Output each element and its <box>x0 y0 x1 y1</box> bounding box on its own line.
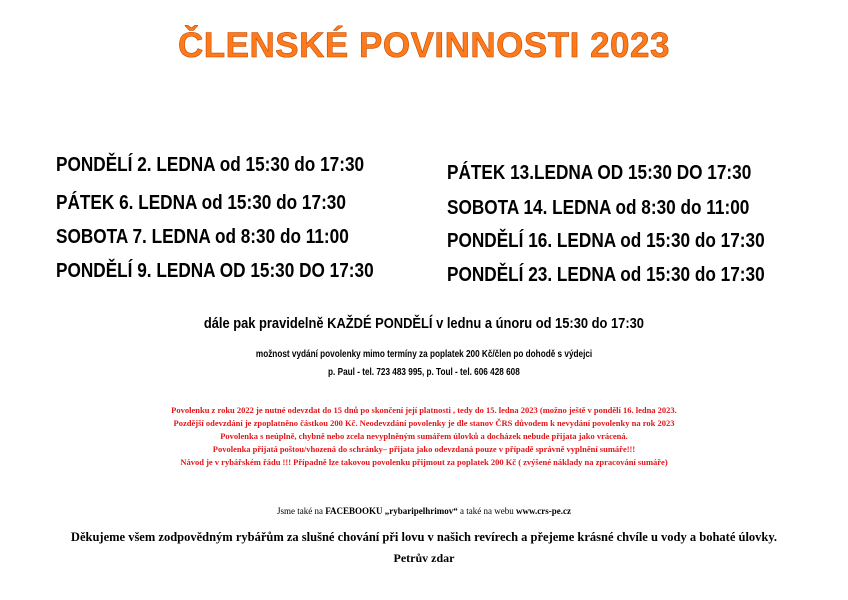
red-notice-line: Povolenka s neúplně, chybně nebo zcela nevyplněným sumářem úlovků a docházek nebude přijata jako vrácená. <box>220 431 628 441</box>
thanks-message: Děkujeme všem zodpovědným rybářům za slušné chování při lovu v našich revírech a přejeme krásné chvíle u vody a bohaté úlovky. <box>70 530 778 544</box>
date-line: PÁTEK 13.LEDNA OD 15:30 DO 17:30 <box>447 162 752 184</box>
fb-prefix: Jsme také na <box>276 506 326 516</box>
date-line: SOBOTA 7. LEDNA od 8:30 do 11:00 <box>56 226 349 248</box>
date-line: PONDĚLÍ 23. LEDNA od 15:30 do 17:30 <box>447 264 765 286</box>
red-notice-line: Povolenku z roku 2022 je nutné odevzdat do 15 dnů po skončení její platnosti , tedy do 15. ledna 2023 (možno ještě v pondělí 16. ledna 2023. <box>171 405 677 415</box>
fb-middle: a také na webu <box>457 506 517 516</box>
date-line: PONDĚLÍ 2. LEDNA od 15:30 do 17:30 <box>56 154 365 176</box>
regular-schedule-text: dále pak pravidelně KAŽDÉ PONDĚLÍ v lednu a únoru od 15:30 do 17:30 <box>203 315 645 332</box>
red-notice-line: Návod je v rybářském řádu !!! Případně lze takovou povolenku přijmout za poplatek 200 Kč ( zvýšené náklady na zpracování sumáře) <box>180 457 668 467</box>
facebook-page-name: „rybaripelhrimov“ <box>382 506 458 516</box>
date-line: PONDĚLÍ 9. LEDNA OD 15:30 DO 17:30 <box>56 260 374 282</box>
social-links <box>0 506 848 516</box>
website-link[interactable]: www.crs-pe.cz <box>516 506 572 516</box>
facebook-label: FACEBOOKU <box>325 506 383 516</box>
extra-note <box>0 349 848 360</box>
contacts-text: p. Paul - tel. 723 483 995, p. Toul - tel. 606 428 608 <box>328 367 520 378</box>
extra-note-text: možnost vydání povolenky mimo termíny za poplatek 200 Kč/člen po dohodě s výdejci <box>255 349 593 360</box>
page-title: ČLENSKÉ POVINNOSTI 2023 <box>178 26 670 65</box>
date-line: PÁTEK 6. LEDNA od 15:30 do 17:30 <box>56 192 346 214</box>
closing-greeting: Petrův zdar <box>393 551 455 565</box>
red-notice-line: Pozdější odevzdání je zpoplatněno částkou 200 Kč. Neodevzdání povolenky je dle stanov ČRS důvodem k nevydání povolenky na rok 2023 <box>173 418 675 428</box>
regular-schedule <box>0 315 848 332</box>
date-line: SOBOTA 14. LEDNA od 8:30 do 11:00 <box>447 197 750 219</box>
red-notice-line: Povolenka přijatá poštou/vhozená do schránky– přijata jako odevzdaná pouze v případě správně vyplnění sumáře!!! <box>212 444 636 454</box>
date-line: PONDĚLÍ 16. LEDNA od 15:30 do 17:30 <box>447 230 765 252</box>
contacts <box>0 367 848 378</box>
